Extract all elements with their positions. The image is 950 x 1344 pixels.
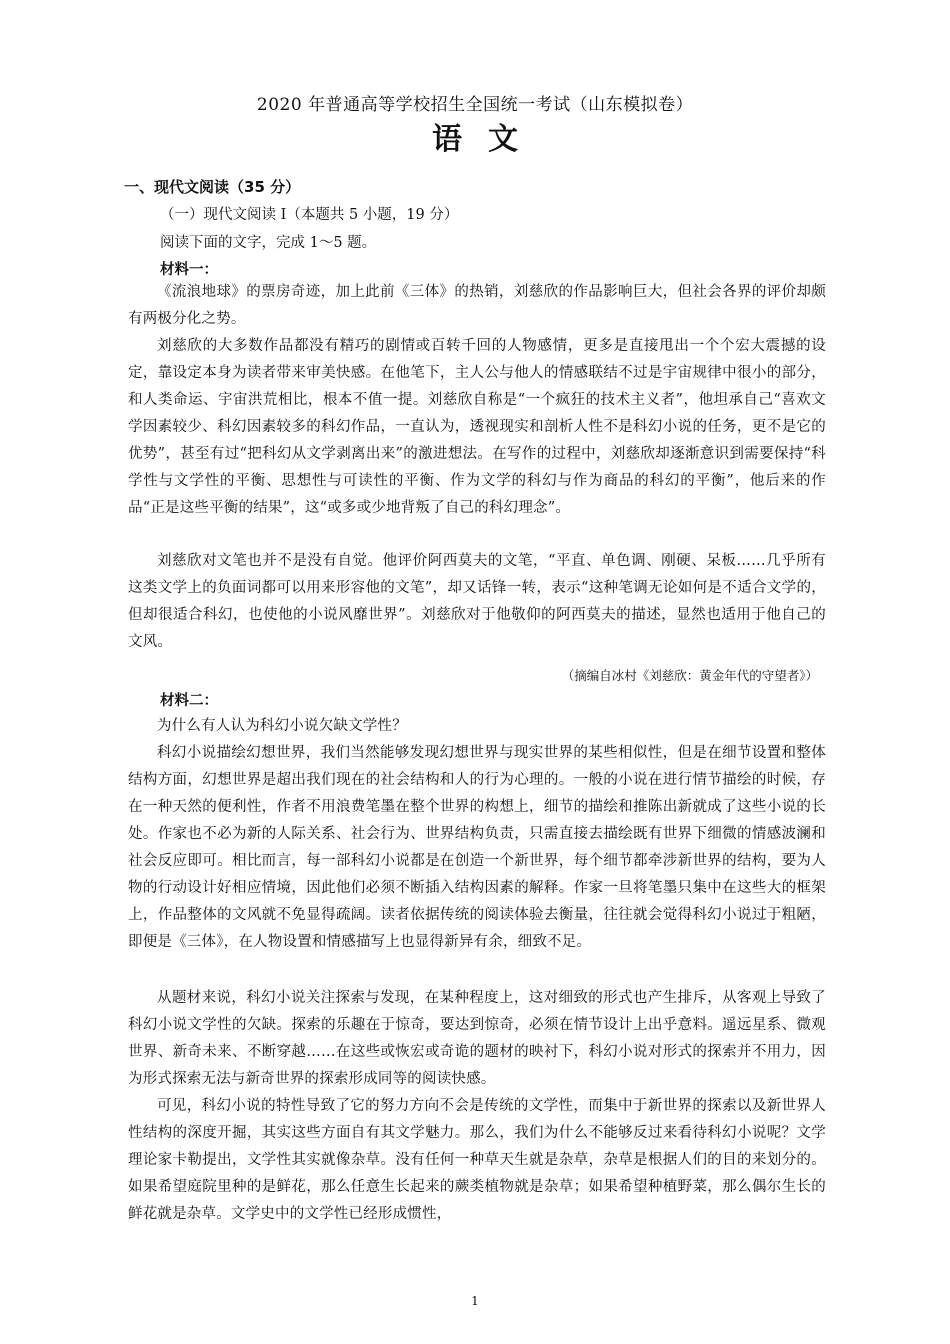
material-two-question: 为什么有人认为科幻小说欠缺文学性？ — [157, 718, 407, 734]
material-one-paragraph: 《流浪地球》的票房奇迹，加上此前《三体》的热销，刘慈欣的作品影响巨大，但社会各界的评价却颇有两极分化之势。 — [128, 284, 826, 327]
material-two-paragraph: 从题材来说，科幻小说关注探索与发现，在某种程度上，这对细致的形式也产生排斥，从客观上导致了科幻小说文学性的欠缺。探索的乐趣在于惊奇，要达到惊奇，必须在情节设计上出乎意料。遥远星系、微观世界、新奇未来、不断穿越……在这些或恢宏或奇诡的题材的映衬下，科幻小说对形式的探索并不用力，因为形式探索无法与新奇世界的探索形成同等的阅读快感。 — [128, 990, 826, 1087]
material-one-paragraph: 刘慈欣的大多数作品都没有精巧的剧情或百转千回的人物感情，更多是直接甩出一个个宏大震撼的设定，靠设定本身为读者带来审美快感。在他笔下，主人公与他人的情感联结不过是宇宙规律中很小的部分，和人类命运、宇宙洪荒相比，根本不值一提。刘慈欣自称是“一个疯狂的技术主义者”，他坦承自己“喜欢文学因素较少、科幻因素较多的科幻作品，一直认为，透视现实和剖析人性不是科幻小说的任务，更不是它的优势”，甚至有过“把科幻从文学剥离出来”的激进想法。在写作的过程中，刘慈欣却逐渐意识到需要保持“科学性与文学性的平衡、思想性与可读性的平衡、作为文学的科幻与作为商品的科幻的平衡”，他后来的作品“正是这些平衡的结果”，这“或多或少地背叛了自己的科幻理念”。 — [128, 338, 826, 516]
subject-title: 语文 — [432, 122, 544, 157]
page-number: 1 — [471, 1294, 479, 1308]
subsection-title: （一）现代文阅读 I（本题共 5 小题，19 分） — [160, 207, 459, 223]
exam-title: 2020 年普通高等学校招生全国统一考试（山东模拟卷） — [256, 95, 694, 115]
reading-instruction: 阅读下面的文字，完成 1～5 题。 — [160, 235, 377, 251]
material-one-source: （摘编自冰村《刘慈欣：黄金年代的守望者》） — [561, 668, 818, 683]
section-title: 一、现代文阅读（35 分） — [124, 178, 301, 196]
material-two-paragraph: 可见，科幻小说的特性导致了它的努力方向不会是传统的文学性，而集中于新世界的探索以及新世界人性结构的深度开掘，其实这些方面自有其文学魅力。那么，我们为什么不能够反过来看待科幻小说呢？文学理论家卡勒提出，文学性其实就像杂草。没有任何一种草天生就是杂草，杂草是根据人们的目的来划分的。如果希望庭院里种的是鲜花，那么任意生长起来的蕨类植物就是杂草；如果希望种植野菜，那么偶尔生长的鲜花就是杂草。文学史中的文学性已经形成惯性， — [128, 1098, 826, 1222]
material-one-label: 材料一： — [160, 262, 218, 278]
material-two-label: 材料二： — [160, 693, 218, 709]
material-one-paragraph: 刘慈欣对文笔也并不是没有自觉。他评价阿西莫夫的文笔，“平直、单色调、刚硬、呆板……几乎所有这类文学上的负面词都可以用来形容他的文笔”，却又话锋一转，表示“这种笔调无论如何是不适合文学的，但却很适合科幻，也使他的小说风靡世界”。刘慈欣对于他敬仰的阿西莫夫的描述，显然也适用于他自己的文风。 — [128, 553, 826, 650]
material-two-paragraph: 科幻小说描绘幻想世界，我们当然能够发现幻想世界与现实世界的某些相似性，但是在细节设置和整体结构方面，幻想世界是超出我们现在的社会结构和人的行为心理的。一般的小说在进行情节描绘的时候，存在一种天然的便利性，作者不用浪费笔墨在整个世界的构想上，细节的描绘和推陈出新就成了这些小说的长处。作家也不必为新的人际关系、社会行为、世界结构负责，只需直接去描绘既有世界下细微的情感波澜和社会反应即可。相比而言，每一部科幻小说都是在创造一个新世界，每个细节都牵涉新世界的结构，要为人物的行动设计好相应情境，因此他们必须不断插入结构因素的解释。作家一旦将笔墨只集中在这些大的框架上，作品整体的文风就不免显得疏阔。读者依据传统的阅读体验去衡量，往往就会觉得科幻小说过于粗陋，即便是《三体》，在人物设置和情感描写上也显得新异有余，细致不足。 — [128, 745, 826, 950]
